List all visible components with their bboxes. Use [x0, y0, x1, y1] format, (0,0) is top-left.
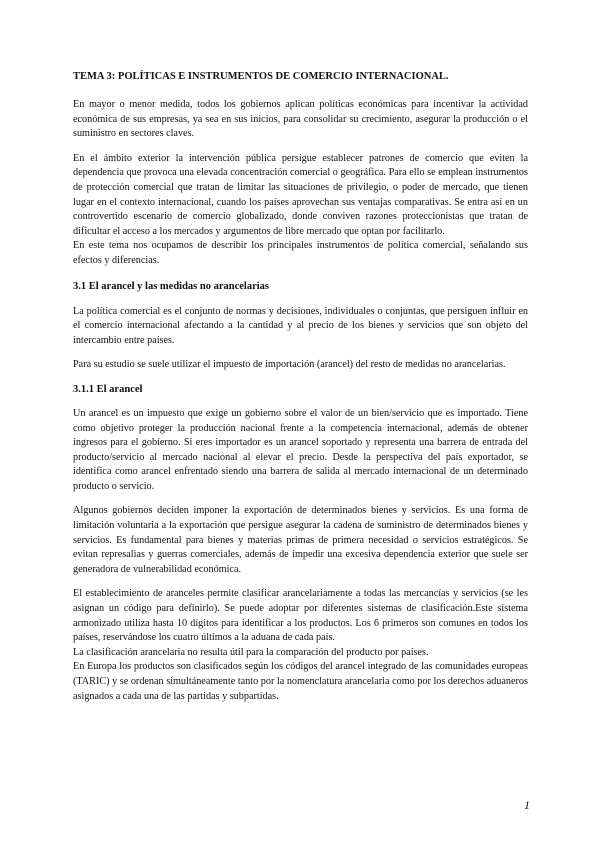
section-3-1-paragraph-2: Para su estudio se suele utilizar el impuesto de importación (arancel) del resto de medidas no arancelarias. — [73, 359, 506, 371]
section-3-1-1-paragraph-3: El establecimiento de aranceles permite clasificar arancelariamente a todas las mercancías y servicios (se les asignan un código para definirlo). Se puede adoptar por diferentes sistemas de clasificación.Este sistema armonizado utiliza hasta 10 dígitos para identificar a los productos. Los 6 primeros son comunes en todos los países, reservándose los cuatro últimos a la aduana de cada país. — [73, 588, 528, 644]
page-number: 1 — [524, 798, 530, 812]
document-body — [73, 70, 528, 714]
intro-paragraph-3: En este tema nos ocupamos de describir los principales instrumentos de política comercial, señalando sus efectos y diferencias. — [73, 240, 528, 266]
document-title: TEMA 3: POLÍTICAS E INSTRUMENTOS DE COMERCIO INTERNACIONAL. — [73, 71, 449, 82]
section-3-1-paragraph-1: La política comercial es el conjunto de normas y decisiones, individuales o conjuntas, que persiguen influir en el comercio internacional afectando a la cantidad y al precio de los bienes y servicios que son objeto del intercambio entre países. — [73, 305, 528, 346]
section-3-1-heading: 3.1 El arancel y las medidas no arancelarias — [73, 280, 269, 292]
section-3-1-1-paragraph-4: La clasificación arancelaria no resulta útil para la comparación del producto por países. — [73, 646, 429, 658]
section-3-1-1-paragraph-5: En Europa los productos son clasificados según los códigos del arancel integrado de las comunidades europeas (TARIC) y se ordenan simultáneamente tanto por la nomenclatura arancelaria como por los derechos aduaneros asignados a cada una de las partidas y subpartidas. — [73, 661, 528, 702]
section-3-1-1-paragraph-1: Un arancel es un impuesto que exige un gobierno sobre el valor de un bien/servicio que es importado. Tiene como objetivo proteger la producción nacional frente a la competencia internacional, además de obtener ingresos para el gobierno. Si eres importador es un arancel soportado y representa una barrera de entrada del producto/servicio al mercado nacional al elevar el precio. Desde la perspectiva del país exportador, se identifica como arancel enfrentado siendo una barrera de salida al mercado internacional de un determinado producto o servicio. — [73, 407, 528, 492]
section-3-1-1-heading: 3.1.1 El arancel — [73, 383, 143, 395]
intro-paragraph-2: En el ámbito exterior la intervención pública persigue establecer patrones de comercio que eviten la dependencia que provoca una elevada concentración comercial o geográfica. Para ello se emplean instrumentos de protección comercial que tratan de limitar las situaciones de privilegio, o poder de mercado, que tienen lugar en el contexto internacional, cuando los países aprovechan sus ventajas comparativas. Se entra así en un controvertido escenario de comercio globalizado, donde conviven razones proteccionistas que tratan de dificultar el acceso a los mercados y argumentos de libre mercado que optan por facilitarlo. — [73, 152, 528, 237]
intro-paragraph-1: En mayor o menor medida, todos los gobiernos aplican políticas económicas para incentivar la actividad económica de sus empresas, ya sea en sus inicios, para consolidar su crecimiento, asegurar la producción o el suministro en sectores claves. — [73, 99, 528, 140]
section-3-1-1-paragraph-2: Algunos gobiernos deciden imponer la exportación de determinados bienes y servicios. Es una forma de limitación voluntaria a la exportación que persigue asegurar la cadena de suministro de determinados bienes y servicios. Es fundamental para bienes y materias primas de primera necesidad o servicios estratégicos. Se evitan represalias y guerras comerciales, además de impedir una excesiva dependencia exterior que suele ser generadora de vulnerabilidad económica. — [73, 505, 528, 575]
